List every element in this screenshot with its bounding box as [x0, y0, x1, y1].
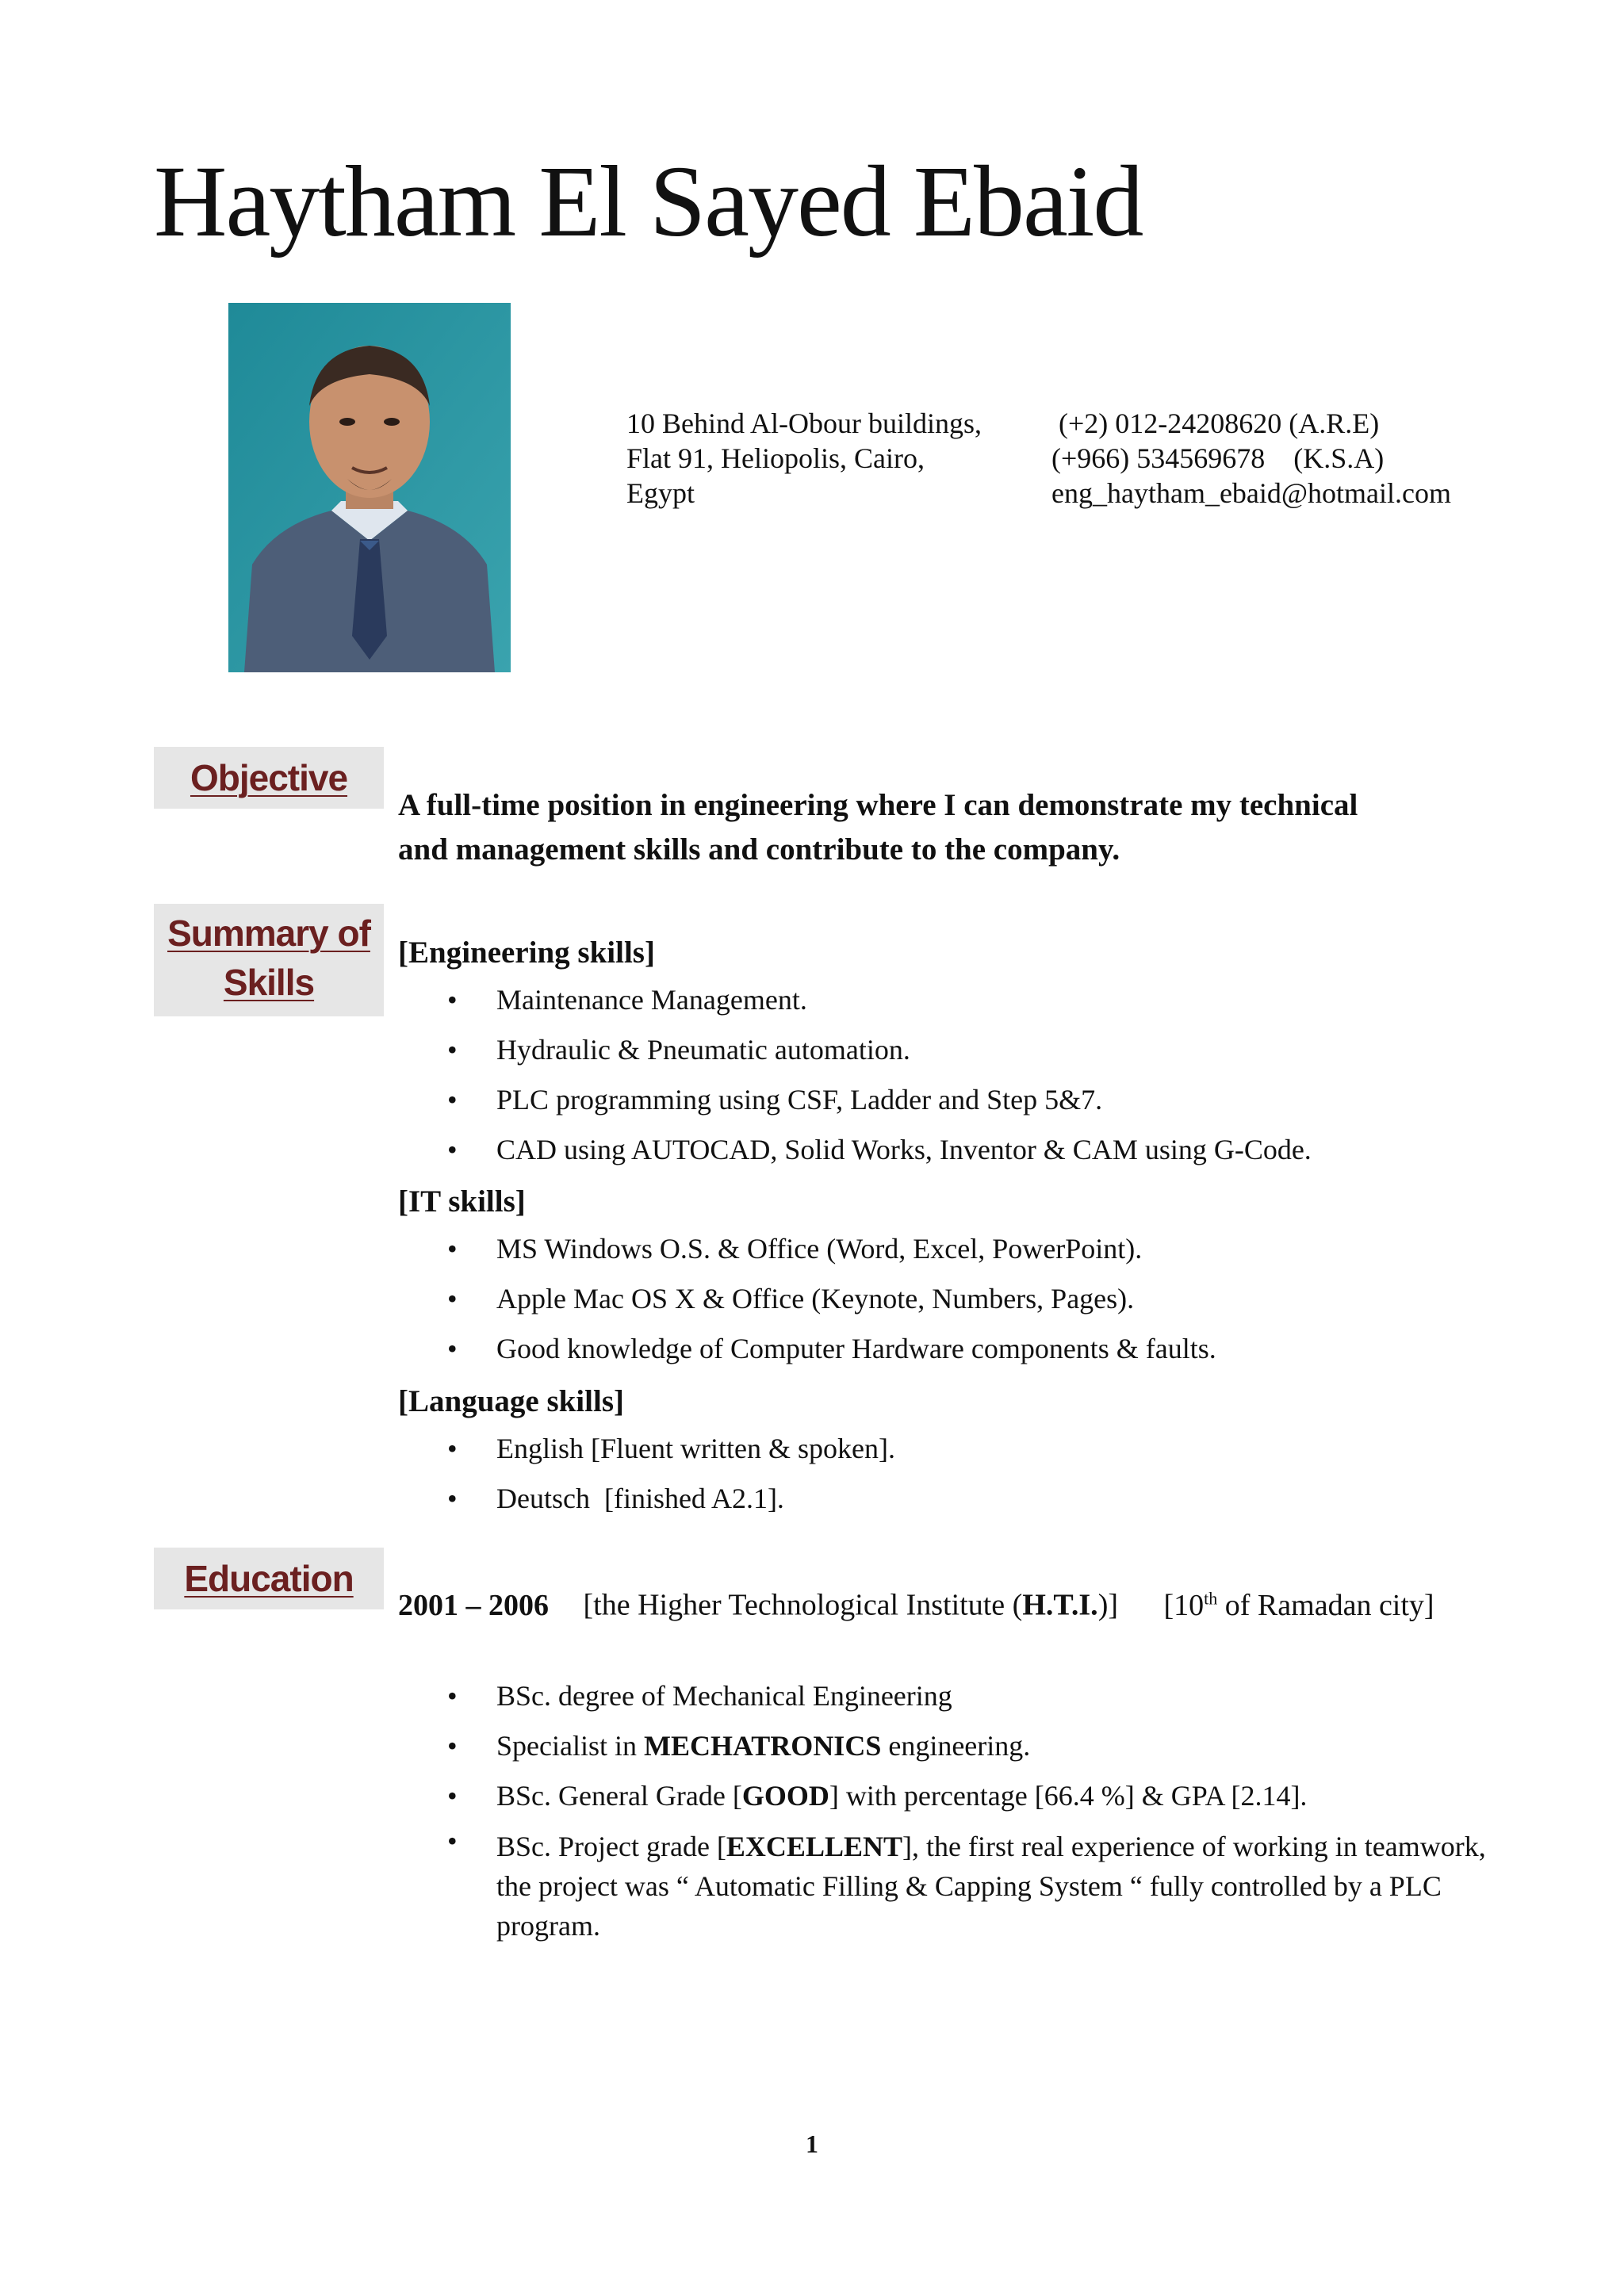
- education-header: [398, 1576, 1434, 1628]
- list-item: • CAD using AUTOCAD, Solid Works, Inventor & CAM using G-Code.: [398, 1125, 1312, 1175]
- bullet-icon: •: [447, 1233, 458, 1265]
- skills-heading-language: [Language skills]: [398, 1384, 624, 1418]
- email-link[interactable]: eng_haytham_ebaid@hotmail.com: [1051, 477, 1452, 509]
- bullet-icon: •: [447, 1084, 458, 1115]
- bullet-icon: •: [447, 1283, 458, 1314]
- list-item: • Maintenance Management.: [398, 975, 1312, 1025]
- address-line: 10 Behind Al-Obour buildings,: [626, 408, 982, 439]
- bullet-icon: •: [447, 1780, 458, 1812]
- bullet-icon: •: [447, 1333, 458, 1364]
- list-item: • Good knowledge of Computer Hardware components & faults.: [398, 1324, 1216, 1374]
- education-city: [10th of Ramadan city]: [1163, 1588, 1434, 1622]
- phone-email-block: [1051, 406, 1451, 511]
- summary-label-line: Skills: [223, 962, 315, 1003]
- list-item: • Deutsch [finished A2.1].: [398, 1474, 895, 1524]
- bullet-icon: •: [447, 1680, 458, 1712]
- address-line: Egypt: [626, 477, 695, 509]
- section-label-summary: [154, 904, 384, 1016]
- skills-heading-engineering: [Engineering skills]: [398, 936, 655, 970]
- list-item: • BSc. degree of Mechanical Engineering: [398, 1671, 1524, 1721]
- section-label-objective: Objective: [154, 747, 384, 809]
- page-number: 1: [806, 2130, 818, 2158]
- section-label-education: Education: [154, 1548, 384, 1609]
- bullet-icon: •: [447, 984, 458, 1016]
- address-block: [626, 406, 982, 511]
- bullet-icon: •: [447, 1134, 458, 1165]
- bullet-icon: •: [447, 1825, 458, 1857]
- phone-ksa: (+966) 534569678 (K.S.A): [1051, 442, 1385, 474]
- bullet-icon: •: [447, 1730, 458, 1762]
- list-item: • BSc. Project grade [EXCELLENT], the first real experience of working in teamwork, the project was “ Automatic Filling & Capping System “ fully controlled by a PLC program.: [398, 1821, 1524, 1946]
- objective-line: A full-time position in engineering where I can demonstrate my technical: [398, 788, 1358, 822]
- objective-line: and management skills and contribute to the company.: [398, 832, 1120, 867]
- engineering-skills: [398, 931, 1312, 1175]
- list-item: • Apple Mac OS X & Office (Keynote, Numbers, Pages).: [398, 1274, 1216, 1324]
- list-item: • PLC programming using CSF, Ladder and Step 5&7.: [398, 1075, 1312, 1125]
- address-line: Flat 91, Heliopolis, Cairo,: [626, 442, 925, 474]
- bullet-icon: •: [447, 1483, 458, 1514]
- resume-name: Haytham El Sayed Ebaid: [154, 145, 1143, 258]
- profile-photo: [228, 303, 511, 672]
- summary-label-line: Summary of: [167, 913, 370, 954]
- education-details: [398, 1671, 1524, 1946]
- skills-heading-it: [IT skills]: [398, 1184, 526, 1219]
- objective-text: [398, 783, 1492, 872]
- phone-egypt: (+2) 012-24208620 (A.R.E): [1051, 408, 1380, 439]
- list-item: • Specialist in MECHATRONICS engineering.: [398, 1721, 1524, 1771]
- education-years: 2001 – 2006: [398, 1588, 549, 1622]
- list-item: • Hydraulic & Pneumatic automation.: [398, 1025, 1312, 1075]
- bullet-icon: •: [447, 1034, 458, 1066]
- list-item: • MS Windows O.S. & Office (Word, Excel, PowerPoint).: [398, 1224, 1216, 1274]
- language-skills: [398, 1380, 895, 1524]
- list-item: • English [Fluent written & spoken].: [398, 1424, 895, 1474]
- list-item: • BSc. General Grade [GOOD] with percentage [66.4 %] & GPA [2.14].: [398, 1771, 1524, 1821]
- bullet-icon: •: [447, 1433, 458, 1464]
- education-institute: [the Higher Technological Institute (H.T.I.)]: [583, 1588, 1118, 1622]
- it-skills: [398, 1180, 1216, 1374]
